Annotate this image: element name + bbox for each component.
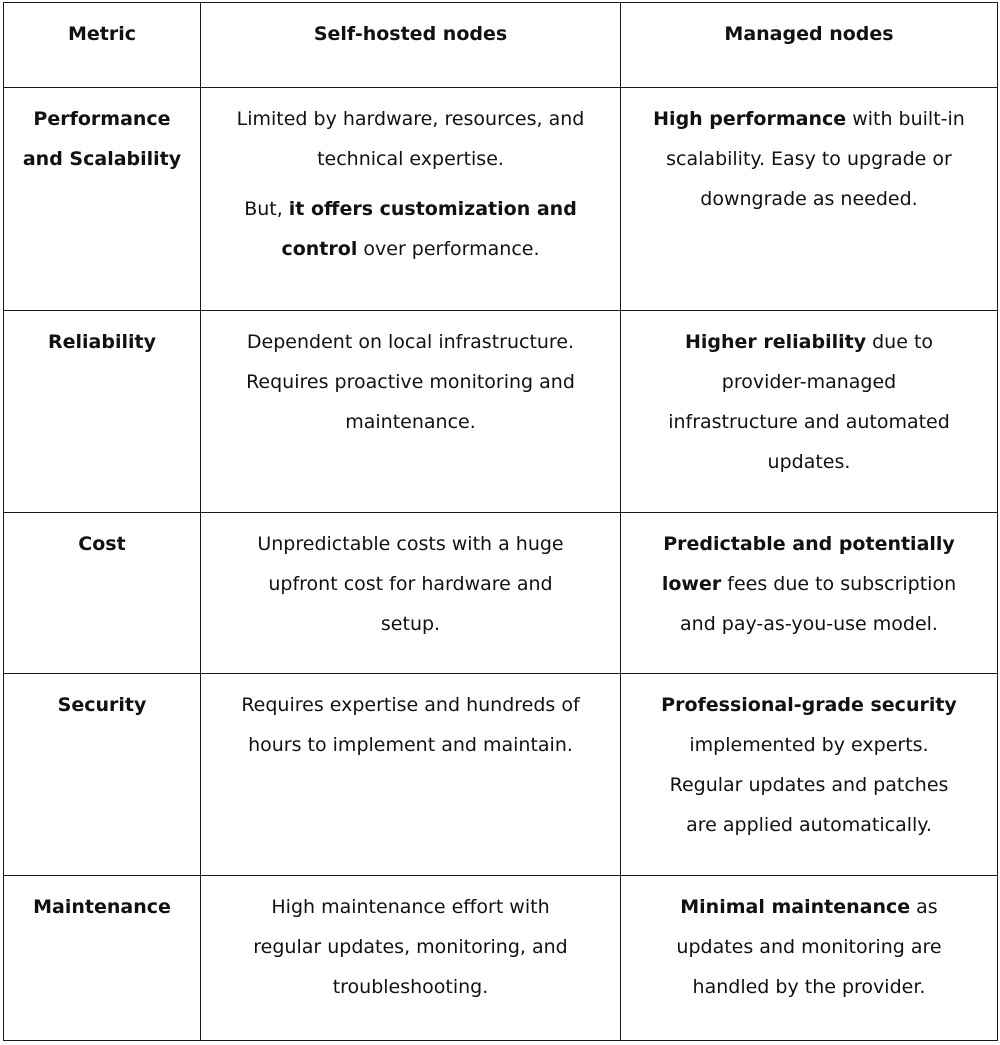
managed-cell xyxy=(621,311,998,513)
bold-text: it offers customization and xyxy=(288,198,577,220)
self-hosted-paragraph xyxy=(209,99,612,179)
metric-cell: Maintenance xyxy=(4,876,201,1041)
header-self-hosted: Self-hosted nodes xyxy=(201,3,621,88)
bold-text: control xyxy=(281,238,358,260)
text-line: regular updates, monitoring, and xyxy=(253,936,568,958)
text-run: with built-in xyxy=(846,108,965,130)
managed-cell xyxy=(621,674,998,876)
text-run: But, xyxy=(244,198,289,220)
text-line: Dependent on local infrastructure. xyxy=(246,331,575,353)
text-line: maintenance. xyxy=(345,411,476,433)
metric-cell: Cost xyxy=(4,513,201,674)
text-line: troubleshooting. xyxy=(332,976,489,998)
text-line: scalability. Easy to upgrade or xyxy=(666,148,952,170)
self-hosted-cell xyxy=(201,876,621,1041)
self-hosted-cell xyxy=(201,311,621,513)
table-row xyxy=(4,674,998,876)
text-line: downgrade as needed. xyxy=(700,188,918,210)
text-line: setup. xyxy=(380,613,441,635)
text-line: Unpredictable costs with a huge xyxy=(257,533,564,555)
text-line: Limited by hardware, resources, and xyxy=(236,108,585,130)
managed-cell xyxy=(621,876,998,1041)
table-row xyxy=(4,876,998,1041)
metric-cell: Security xyxy=(4,674,201,876)
text-line: provider-managed xyxy=(721,371,897,393)
self-hosted-paragraph xyxy=(209,189,612,269)
text-line: infrastructure and automated xyxy=(668,411,950,433)
bold-text: High performance xyxy=(653,108,847,130)
text-line: hours to implement and maintain. xyxy=(248,734,573,756)
self-hosted-cell xyxy=(201,674,621,876)
table-header-row xyxy=(4,3,998,88)
text-line: are applied automatically. xyxy=(686,814,932,836)
bold-text: lower xyxy=(661,573,722,595)
text-line: handled by the provider. xyxy=(692,976,926,998)
metric-cell: Reliability xyxy=(4,311,201,513)
bold-text: Predictable and potentially xyxy=(663,533,955,555)
self-hosted-cell xyxy=(201,513,621,674)
text-line: technical expertise. xyxy=(317,148,504,170)
text-run: as xyxy=(910,896,938,918)
text-line: and pay-as-you-use model. xyxy=(680,613,938,635)
header-managed: Managed nodes xyxy=(621,3,998,88)
text-line: updates. xyxy=(767,451,851,473)
bold-text: Minimal maintenance xyxy=(680,896,911,918)
text-line: upfront cost for hardware and xyxy=(268,573,553,595)
text-line: Regular updates and patches xyxy=(669,774,949,796)
text-run: due to xyxy=(866,331,934,353)
text-line: implemented by experts. xyxy=(689,734,929,756)
text-line: updates and monitoring are xyxy=(676,936,942,958)
self-hosted-cell xyxy=(201,88,621,311)
metric-label-line: and Scalability xyxy=(22,148,182,170)
managed-cell xyxy=(621,513,998,674)
text-line: Requires proactive monitoring and xyxy=(246,371,575,393)
table-row xyxy=(4,311,998,513)
header-metric: Metric xyxy=(4,3,201,88)
bold-text: Professional-grade security xyxy=(661,694,957,716)
managed-cell xyxy=(621,88,998,311)
table-row xyxy=(4,513,998,674)
text-line: High maintenance effort with xyxy=(271,896,550,918)
metric-cell xyxy=(4,88,201,311)
comparison-table xyxy=(3,2,998,1041)
metric-label-line: Performance xyxy=(33,108,171,130)
text-line: Requires expertise and hundreds of xyxy=(241,694,580,716)
bold-text: Higher reliability xyxy=(684,331,867,353)
table-row xyxy=(4,88,998,311)
text-run: over performance. xyxy=(357,238,540,260)
text-run: fees due to subscription xyxy=(721,573,957,595)
